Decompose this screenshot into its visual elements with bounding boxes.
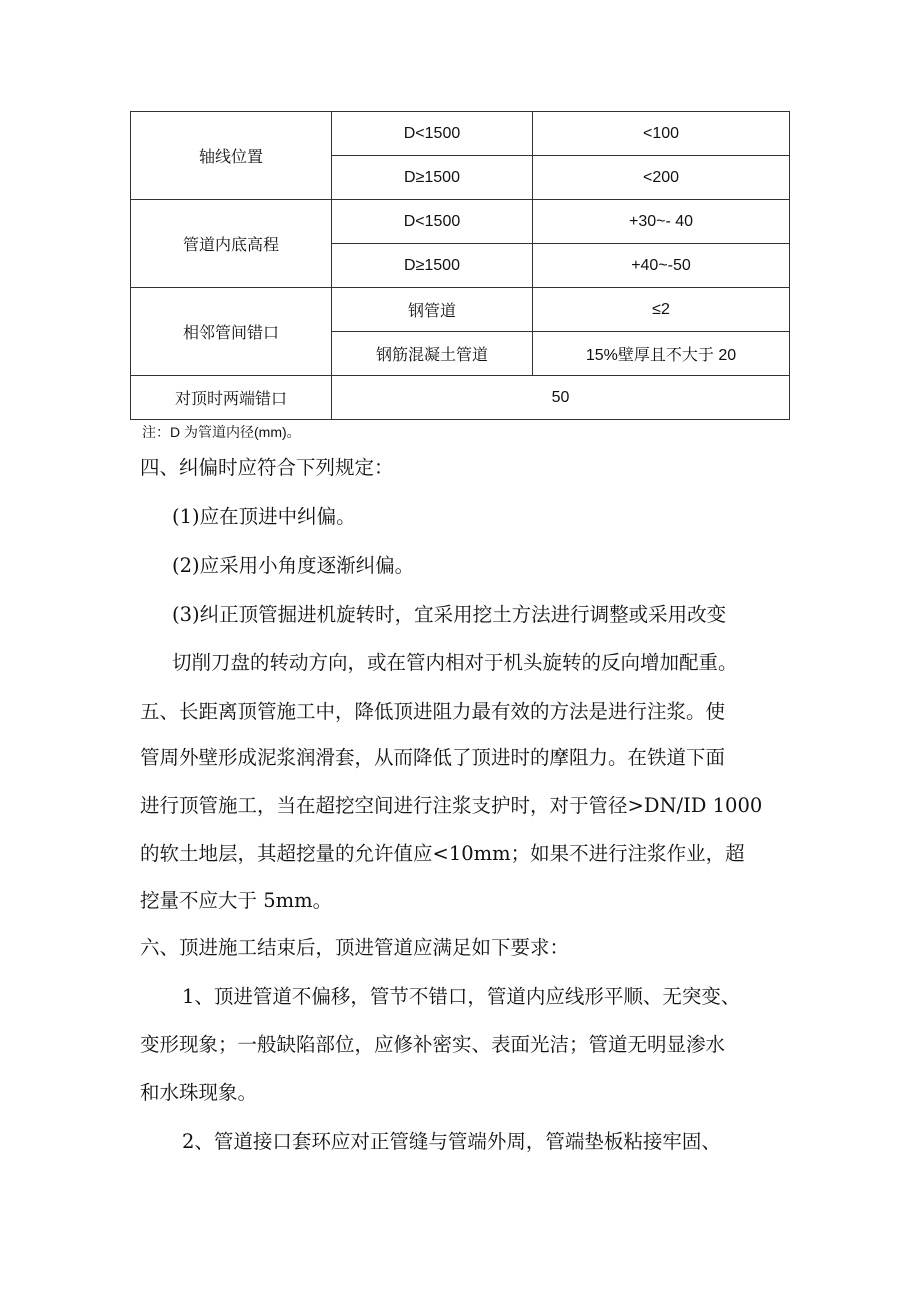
section-4-item-3-line-1: (3)纠正顶管掘进机旋转时，宜采用挖土方法进行调整或采用改变 [172, 603, 727, 626]
table-cell-value: +40~-50 [533, 244, 790, 288]
section-6-item-1-line-3: 和水珠现象。 [140, 1081, 258, 1104]
section-4-item-1: (1)应在顶进中纠偏。 [172, 505, 356, 528]
table-cell-condition: D<1500 [332, 112, 533, 156]
table-cell-value: <100 [533, 112, 790, 156]
section-4-item-2: (2)应采用小角度逐渐纠偏。 [172, 554, 415, 577]
table-row [131, 376, 790, 420]
table-cell-condition: D<1500 [332, 200, 533, 244]
table-cell-group: 轴线位置 [131, 112, 332, 200]
table-row [131, 288, 790, 332]
table-cell-value: 50 [332, 376, 790, 420]
table-cell-value: +30~- 40 [533, 200, 790, 244]
table-cell-group: 相邻管间错口 [131, 288, 332, 376]
section-4-item-3-line-2: 切削刀盘的转动方向，或在管内相对于机头旋转的反向增加配重。 [172, 651, 738, 674]
table-note: 注：D 为管道内径(mm)。 [142, 424, 301, 440]
table-cell-condition: D≥1500 [332, 244, 533, 288]
table-cell-value: 15%壁厚且不大于 20 [533, 332, 790, 376]
table-row [131, 200, 790, 244]
section-5-line-1: 五、长距离顶管施工中，降低顶进阻力最有效的方法是进行注浆。使 [140, 700, 726, 723]
section-6-title: 六、顶进施工结束后，顶进管道应满足如下要求： [140, 936, 570, 959]
table-cell-condition: D≥1500 [332, 156, 533, 200]
table-cell-condition: 钢管道 [332, 288, 533, 332]
table-cell-value: ≤2 [533, 288, 790, 332]
section-5-line-3: 进行顶管施工，当在超挖空间进行注浆支护时，对于管径>DN/ID 1000 [140, 794, 763, 817]
section-6-item-1-line-1: 1、顶进管道不偏移，管节不错口，管道内应线形平顺、无突变、 [182, 985, 741, 1008]
section-6-item-2-line-1: 2、管道接口套环应对正管缝与管端外周，管端垫板粘接牢固、 [182, 1130, 721, 1153]
table-row [131, 112, 790, 156]
section-5-line-5: 挖量不应大于 5mm。 [140, 889, 333, 912]
table-cell-group: 对顶时两端错口 [131, 376, 332, 420]
table-cell-condition: 钢筋混凝土管道 [332, 332, 533, 376]
section-5-line-2: 管周外壁形成泥浆润滑套，从而降低了顶进时的摩阻力。在铁道下面 [140, 746, 726, 769]
section-5-line-4: 的软土地层，其超挖量的允许值应<10mm；如果不进行注浆作业，超 [140, 842, 745, 865]
section-6-item-1-line-2: 变形现象；一般缺陷部位，应修补密实、表面光洁；管道无明显渗水 [140, 1033, 726, 1056]
tolerance-table [130, 111, 790, 420]
table-cell-value: <200 [533, 156, 790, 200]
table-cell-group: 管道内底高程 [131, 200, 332, 288]
section-4-title: 四、纠偏时应符合下列规定： [140, 456, 394, 479]
